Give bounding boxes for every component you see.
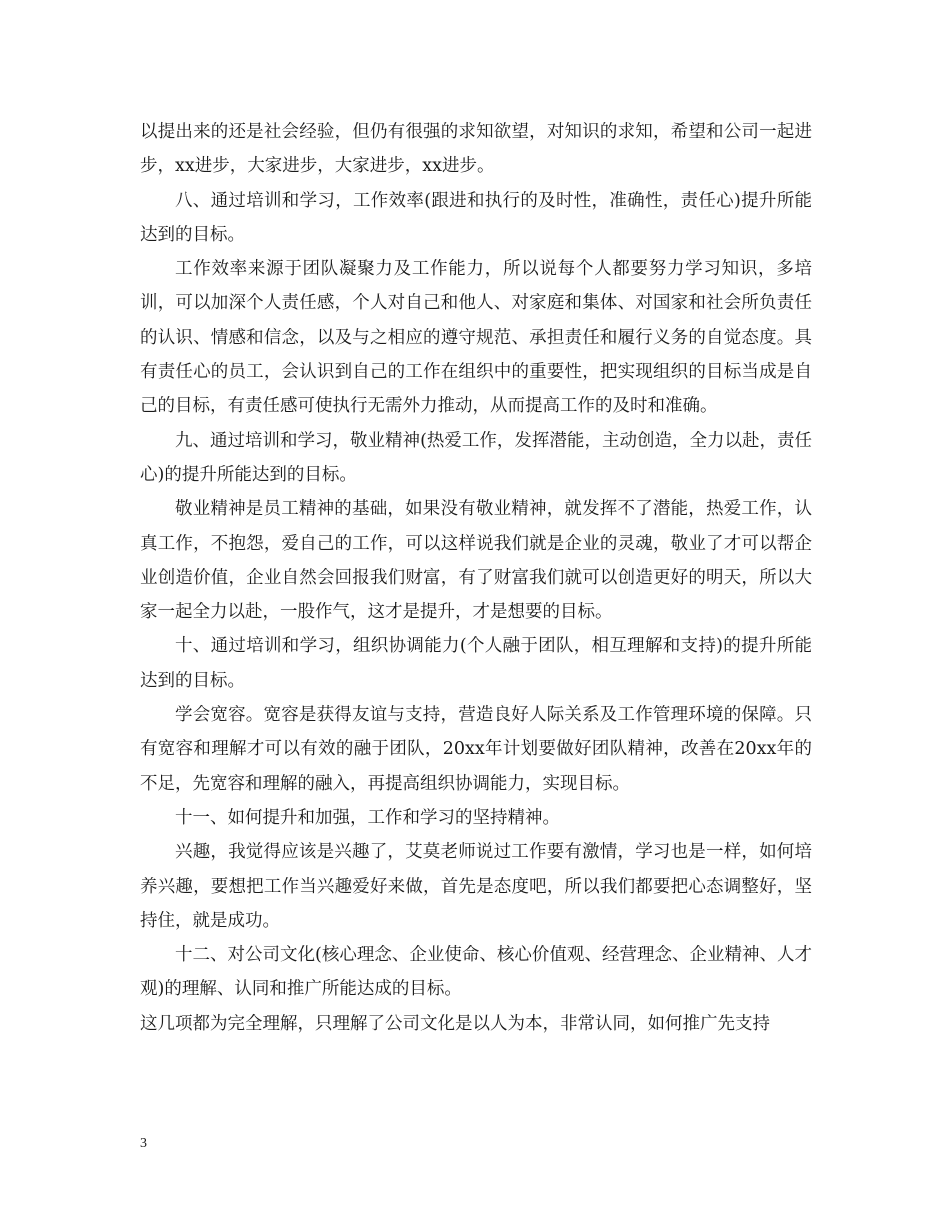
paragraph-6: 十、通过培训和学习，组织协调能力(个人融于团队，相互理解和支持)的提升所能达到的目标。 (140, 636, 812, 691)
page-number: 3 (140, 1136, 147, 1151)
paragraph-3: 工作效率来源于团队凝聚力及工作能力，所以说每个人都要努力学习知识，多培训，可以加深个人责任感，个人对自己和他人、对家庭和集体、对国家和社会所负责任的认识、情感和信念，以及与之相应的遵守规范、承担责任和履行义务的自觉态度。具有责任心的员工，会认识到自己的工作在组织中的重要性，把实现组织的目标当成是自己的目标，有责任感可使执行无需外力推动，从而提高工作的及时和准确。 (140, 259, 812, 417)
body-text (140, 115, 812, 1041)
paragraph-1: 以提出来的还是社会经验，但仍有很强的求知欲望，对知识的求知，希望和公司一起进步，xx进步，大家进步，大家进步，xx进步。 (140, 122, 812, 177)
paragraph-7: 学会宽容。宽容是获得友谊与支持，营造良好人际关系及工作管理环境的保障。只有宽容和理解才可以有效的融于团队，20xx年计划要做好团队精神，改善在20xx年的不足，先宽容和理解的融入，再提高组织协调能力，实现目标。 (140, 705, 812, 794)
paragraph-2: 八、通过培训和学习，工作效率(跟进和执行的及时性，准确性，责任心)提升所能达到的目标。 (140, 190, 812, 245)
paragraph-5: 敬业精神是员工精神的基础，如果没有敬业精神，就发挥不了潜能，热爱工作，认真工作，不抱怨，爱自己的工作，可以这样说我们就是企业的灵魂，敬业了才可以帮企业创造价值，企业自然会回报我们财富，有了财富我们就可以创造更好的明天，所以大家一起全力以赴，一股作气，这才是提升，才是想要的目标。 (140, 499, 812, 623)
paragraph-10: 十二、对公司文化(核心理念、企业使命、核心价值观、经营理念、企业精神、人才观)的理解、认同和推广所能达成的目标。 (140, 945, 812, 1000)
paragraph-8: 十一、如何提升和加强，工作和学习的坚持精神。 (175, 807, 560, 828)
paragraph-9: 兴趣，我觉得应该是兴趣了，艾莫老师说过工作要有激情，学习也是一样，如何培养兴趣，要想把工作当兴趣爱好来做，首先是态度吧，所以我们都要把心态调整好，坚持住，就是成功。 (140, 842, 812, 931)
paragraph-4: 九、通过培训和学习，敬业精神(热爱工作，发挥潜能，主动创造，全力以赴，责任心)的提升所能达到的目标。 (140, 430, 812, 485)
paragraph-11: 这几项都为完全理解，只理解了公司文化是以人为本，非常认同，如何推广先支持 (140, 1013, 770, 1034)
